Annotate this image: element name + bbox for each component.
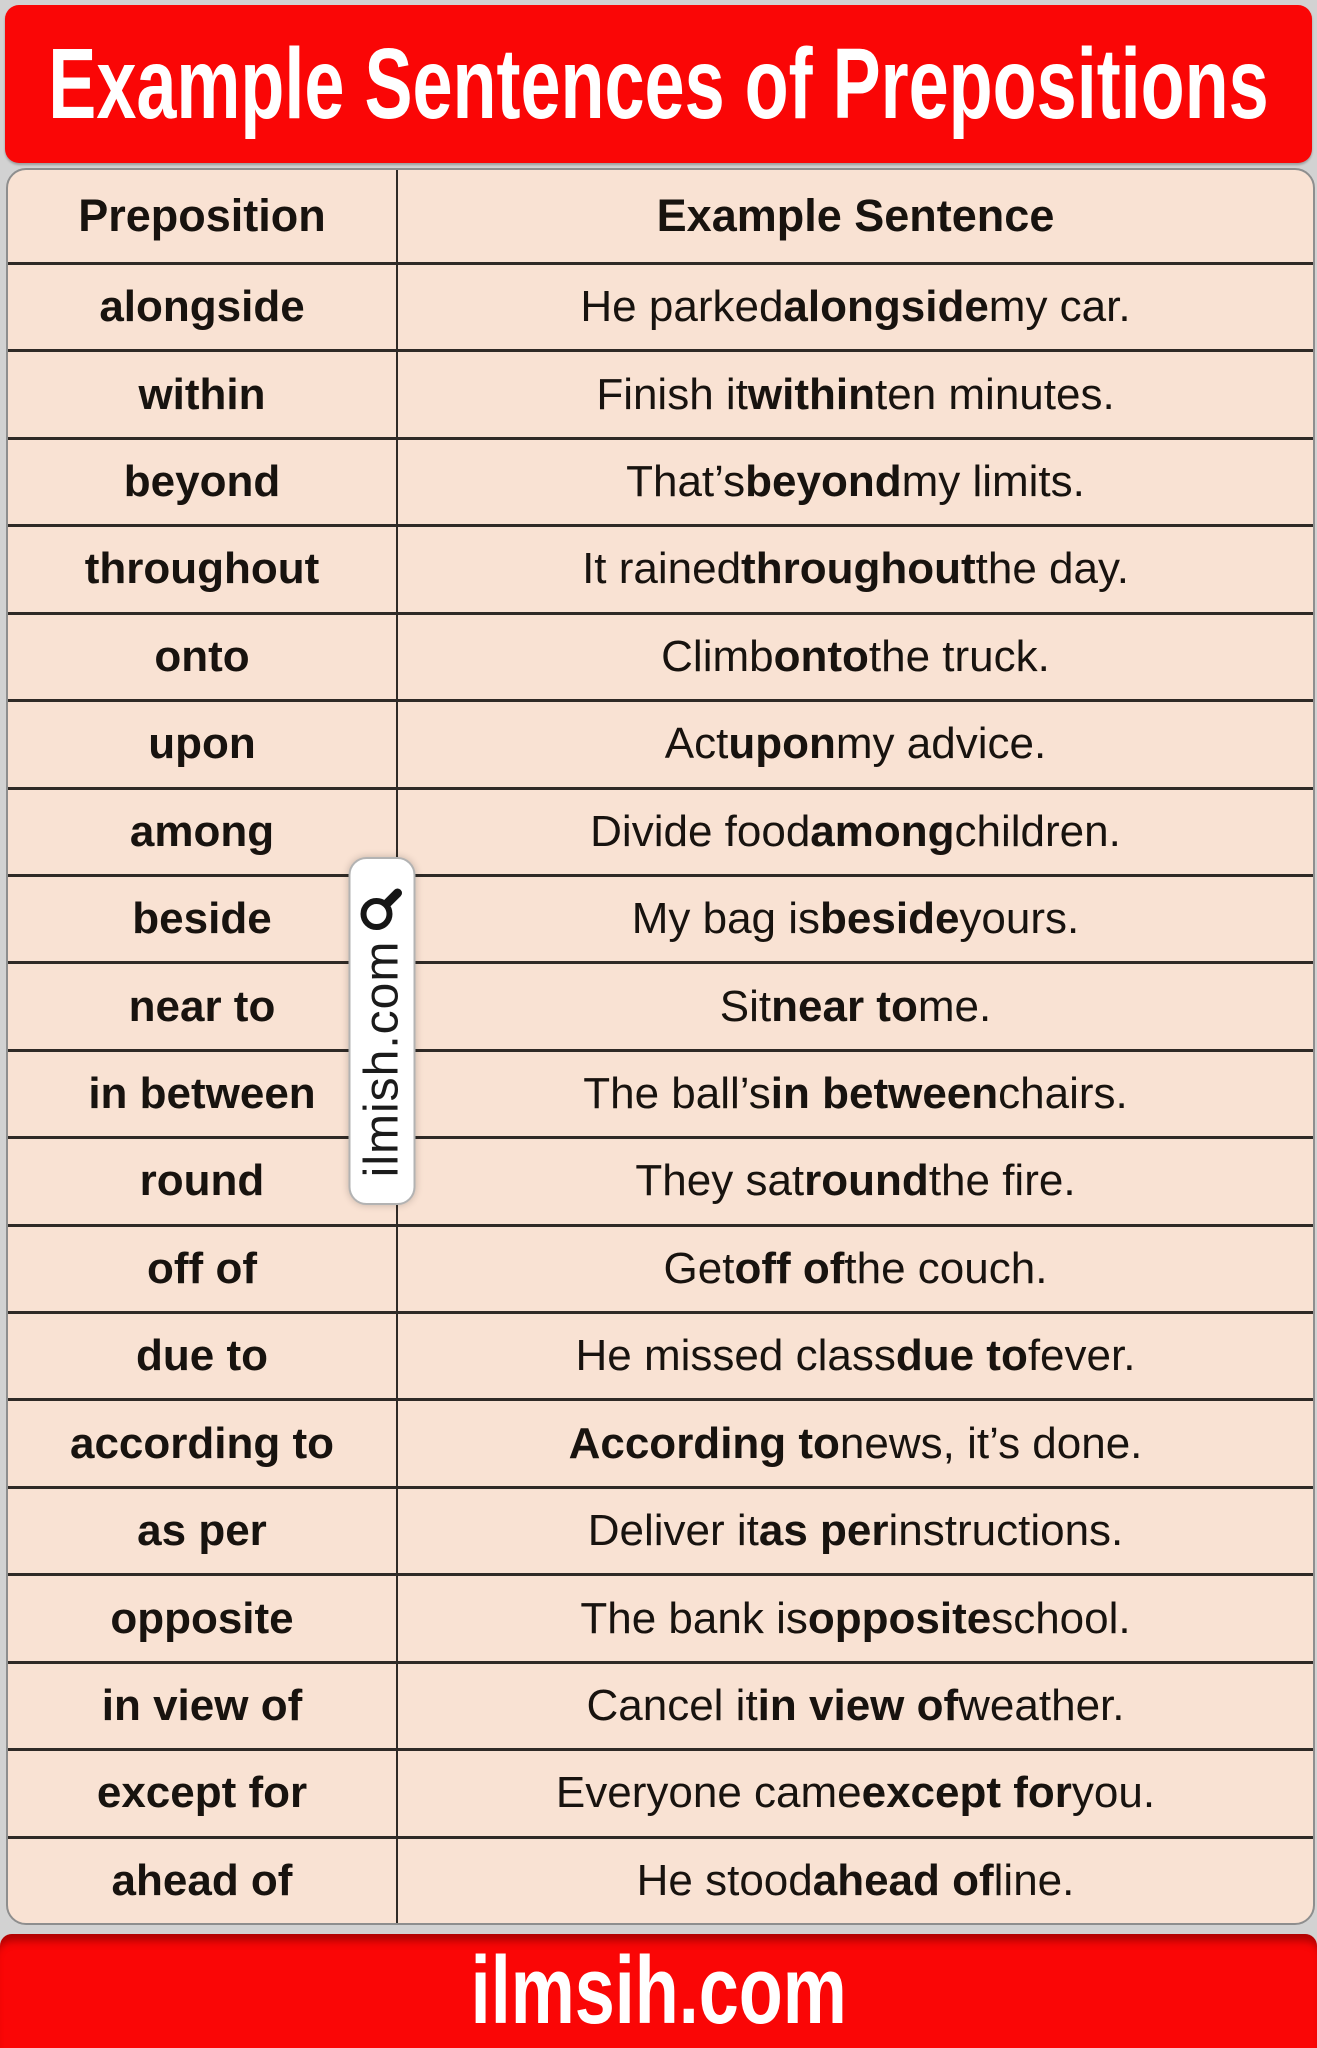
- preposition-cell: onto: [8, 615, 398, 699]
- preposition-cell: as per: [8, 1489, 398, 1573]
- example-sentence-cell: The bank is opposite school.: [580, 1593, 1131, 1643]
- table-row: [8, 349, 1313, 436]
- table-row: [8, 262, 1313, 349]
- example-sentence-cell: My bag is beside yours.: [631, 894, 1080, 944]
- table-row: [8, 612, 1313, 699]
- search-icon: [359, 885, 405, 931]
- example-sentence-cell: Cancel it in view of weather.: [586, 1680, 1125, 1730]
- example-sentence-cell: Deliver it as per instructions.: [587, 1506, 1124, 1556]
- table-body: [8, 262, 1313, 1923]
- table-header-row: [8, 170, 1313, 262]
- watermark-text: ilmish.com: [355, 940, 408, 1178]
- table-row: [8, 1661, 1313, 1748]
- table-row: [8, 699, 1313, 786]
- table-row: [8, 1748, 1313, 1835]
- example-sentence-cell: They sat round the fire.: [635, 1156, 1076, 1206]
- example-sentence-cell: Divide food among children.: [590, 806, 1121, 856]
- preposition-cell: within: [8, 352, 398, 436]
- preposition-cell: beside: [8, 877, 398, 961]
- table-row: [8, 874, 1313, 961]
- watermark-pill-inner: [348, 857, 415, 1205]
- footer-banner: [0, 1934, 1317, 2048]
- footer-site-text: ilmsih.com: [470, 1937, 847, 2044]
- preposition-cell: opposite: [8, 1576, 398, 1660]
- title-banner: [5, 5, 1312, 163]
- table-row: [8, 1049, 1313, 1136]
- preposition-cell: round: [8, 1139, 398, 1223]
- preposition-cell: alongside: [8, 265, 398, 349]
- preposition-cell: throughout: [8, 527, 398, 611]
- example-sentence-cell: Finish it within ten minutes.: [596, 369, 1115, 419]
- example-sentence-cell: He missed class due to fever.: [575, 1331, 1136, 1381]
- example-sentence-cell: He stood ahead of line.: [636, 1855, 1075, 1905]
- preposition-cell: ahead of: [8, 1839, 398, 1923]
- table-row: [8, 961, 1313, 1048]
- preposition-cell: off of: [8, 1227, 398, 1311]
- preposition-cell: upon: [8, 702, 398, 786]
- preposition-cell: near to: [8, 964, 398, 1048]
- example-sentence-cell: According to news, it’s done.: [568, 1418, 1143, 1468]
- table-row: [8, 1398, 1313, 1485]
- prepositions-table: [6, 168, 1315, 1925]
- table-row: [8, 1486, 1313, 1573]
- example-sentence-cell: Sit near to me.: [719, 981, 992, 1031]
- table-row: [8, 1573, 1313, 1660]
- preposition-cell: in view of: [8, 1664, 398, 1748]
- example-sentence-cell: He parked alongside my car.: [580, 282, 1131, 332]
- preposition-cell: due to: [8, 1314, 398, 1398]
- preposition-cell: beyond: [8, 440, 398, 524]
- example-sentence-cell: Everyone came except for you.: [555, 1768, 1156, 1818]
- table-row: [8, 437, 1313, 524]
- table-row: [8, 1136, 1313, 1223]
- preposition-cell: except for: [8, 1751, 398, 1835]
- watermark-pill: [348, 857, 415, 1205]
- page-title: Example Sentences of Prepositions: [48, 27, 1269, 140]
- column-header-example-sentence: Example Sentence: [656, 190, 1055, 241]
- example-sentence-cell: The ball’s in between chairs.: [583, 1069, 1128, 1118]
- preposition-cell: in between: [8, 1052, 398, 1136]
- example-sentence-cell: Climb onto the truck.: [661, 631, 1050, 681]
- table-row: [8, 1836, 1313, 1923]
- example-sentence-cell: Get off of the couch.: [663, 1243, 1048, 1293]
- preposition-cell: according to: [8, 1401, 398, 1485]
- example-sentence-cell: Act upon my advice.: [664, 719, 1047, 769]
- column-header-preposition: Preposition: [8, 170, 398, 262]
- example-sentence-cell: It rained throughout the day.: [582, 544, 1129, 594]
- table-row: [8, 524, 1313, 611]
- table-row: [8, 1224, 1313, 1311]
- table-row: [8, 1311, 1313, 1398]
- table-row: [8, 787, 1313, 874]
- preposition-cell: among: [8, 790, 398, 874]
- example-sentence-cell: That’s beyond my limits.: [626, 457, 1085, 507]
